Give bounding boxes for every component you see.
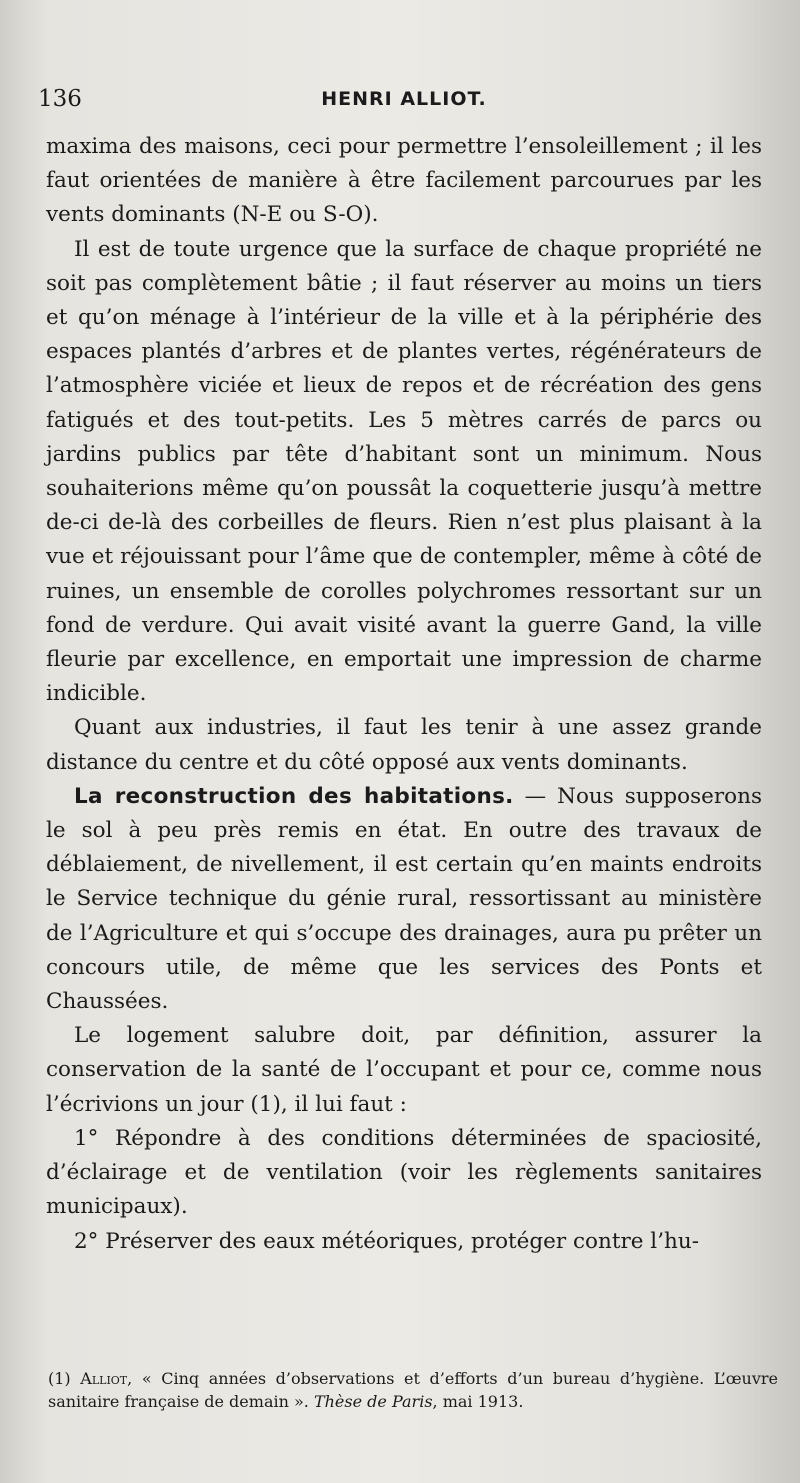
page-header	[38, 86, 770, 116]
paragraph: maxima des maisons, ceci pour permettre l’ensoleillement ; il les faut orientées de manière à être facilement parcourues par les vents dominants (N-E ou S-O).	[46, 134, 762, 228]
paragraph: Le logement salubre doit, par définition, assurer la conservation de la santé de l’occupant et pour ce, comme nous l’écrivions un jour (1), il lui faut :	[46, 1023, 762, 1117]
footnote-author: Alliot	[80, 1369, 128, 1388]
section-heading: La reconstruction des habitations.	[74, 783, 514, 809]
footnote	[48, 1367, 778, 1413]
body-text	[46, 130, 762, 1259]
paragraph: Quant aux industries, il faut les tenir à une assez grande distance du centre et du côté opposé aux vents dominants.	[46, 715, 762, 775]
footnote-marker: (1)	[48, 1369, 71, 1388]
footnote-text	[48, 1367, 778, 1413]
running-head: HENRI ALLIOT.	[321, 88, 487, 110]
footnote-title: Thèse de Paris	[313, 1392, 433, 1411]
list-item: 1° Répondre à des conditions déterminées de spaciosité, d’éclairage et de ventilation (voir les règlements sanitaires municipaux).	[46, 1125, 762, 1220]
list-item: 2° Préserver des eaux météoriques, protéger contre l’hu-	[74, 1228, 699, 1254]
paragraph: Il est de toute urgence que la surface de chaque propriété ne soit pas complètement bâtie ; il faut réserver au moins un tiers et qu’on ménage à l’intérieur de la ville et à la périphérie des espaces plantés d’arbres et de plantes vertes, régénérateurs de l’atmosphère viciée et lieux de repos et de récréation des gens fatigués et des tout-petits. Les 5 mètres carrés de parcs ou jardins publics par tête d’habitant sont un minimum. Nous souhaiterions même qu’on poussât la coquetterie jusqu’à mettre de-ci de-là des corbeilles de fleurs. Rien n’est plus plaisant à la vue et réjouissant pour l’âme que de contempler, même à côté de ruines, un ensemble de corolles polychromes ressortant sur un fond de verdure. Qui avait visité avant la guerre Gand, la ville fleurie par excellence, en emportait une impression de charme indicible.	[46, 236, 762, 707]
section-paragraph	[46, 780, 762, 1019]
section-text: — Nous supposerons le sol à peu près remis en état. En outre des travaux de déblaiement, de nivellement, il est certain qu’en maints endroits le Service technique du génie rural, ressortissant au ministère de l’Agriculture et qui s’occupe des drainages, aura pu prêter un concours utile, de même que les services des Ponts et Chaussées.	[46, 783, 762, 1015]
page-number: 136	[38, 86, 82, 112]
footnote-body: , « Cinq années d’observations et d’efforts d’un bureau d’hygiène. L’œuvre sanitaire française de demain ».	[48, 1369, 778, 1411]
footnote-end: , mai 1913.	[432, 1392, 524, 1411]
